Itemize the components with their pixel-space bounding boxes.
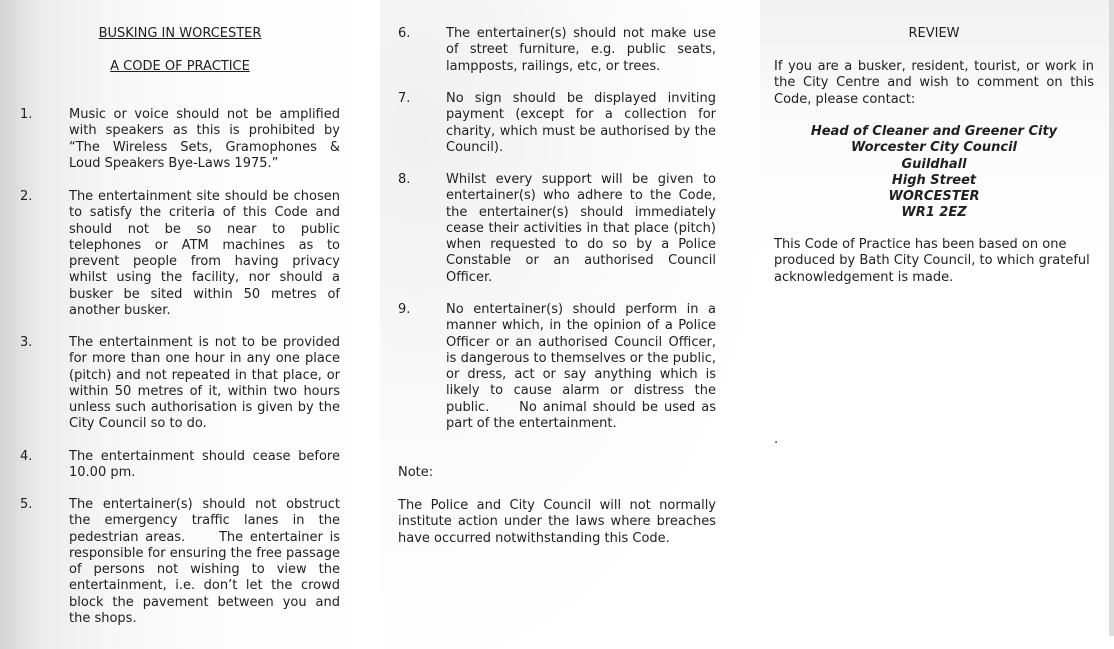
stray-mark: . (774, 432, 779, 447)
rule-text: The entertainer(s) should not make use of street furniture, e.g. public seats, lampposts, railings, etc, or trees. (446, 26, 716, 74)
rule-text: The entertainment site should be chosen to satisfy the criteria of this Code and should not be so near to public telephones or ATM machines as to prevent people from having privacy whilst using the facility, nor should a busker be sited within 50 metres of another busker. (69, 189, 340, 319)
rule-number: 8. (398, 172, 411, 187)
review-intro: If you are a busker, resident, tourist, or work in the City Centre and wish to comment on this Code, please contact: (774, 59, 1094, 107)
rule-text: The entertainment should cease before 10.00 pm. (69, 449, 340, 481)
address-line: Head of Cleaner and Greener City (810, 124, 1058, 139)
note-label: Note: (398, 465, 434, 480)
review-heading: REVIEW (908, 26, 960, 41)
address-line: WORCESTER (888, 189, 980, 205)
rule-text: No sign should be displayed inviting payment (except for a collection for charity, which must be authorised by the Council). (446, 91, 716, 155)
document-title: BUSKING IN WORCESTER (98, 26, 262, 41)
rule-number: 4. (20, 449, 33, 464)
address-line: Worcester City Council (850, 140, 1017, 156)
note-text: The Police and City Council will not normally institute action under the laws where breaches have occurred notwithstanding this Code. (398, 498, 716, 546)
rule-text: Whilst every support will be given to entertainer(s) who adhere to the Code, the entertainer(s) should immediately cease their activities in that place (pitch) when requested to do so by a Police Constable or an authorised Council Officer. (446, 172, 716, 285)
rule-number: 1. (20, 107, 33, 122)
address-line: WR1 2EZ (901, 205, 967, 221)
acknowledgement: This Code of Practice has been based on one produced by Bath City Council, to which grateful acknowledgement is made. (774, 237, 1090, 285)
rule-number: 3. (20, 335, 33, 350)
rule-number: 5. (20, 497, 33, 512)
rule-text: No entertainer(s) should perform in a manner which, in the opinion of a Police Officer or an authorised Council Officer, is dangerous to themselves or the public, or dress, act or say anything which is likely to cause alarm or distress the public. No animal should be used as part of the entertainment. (446, 302, 716, 432)
contact-address (774, 124, 1094, 222)
document-subtitle: A CODE OF PRACTICE (110, 59, 250, 74)
rule-number: 6. (398, 26, 411, 41)
rule-text: The entertainer(s) should not obstruct the emergency traffic lanes in the pedestrian areas. The entertainer is responsible for ensuring the free passage of persons not wishing to view the entertainment, i.e. don’t let the crowd block the pavement between you and the shops. (69, 497, 340, 627)
rule-text: The entertainment is not to be provided for more than one hour in any one place (pitch) and not repeated in that place, or within 50 metres of it, within two hours unless such authorisation is given by the City Council so to do. (69, 335, 340, 432)
address-line: High Street (891, 172, 977, 188)
rule-number: 9. (398, 302, 411, 317)
rule-text: Music or voice should not be amplified with speakers as this is prohibited by “The Wireless Sets, Gramophones & Loud Speakers Bye-Laws 1975.” (69, 107, 340, 171)
page-edge (1109, 0, 1114, 636)
rule-number: 2. (20, 189, 33, 204)
address-line: Guildhall (901, 156, 967, 172)
rule-number: 7. (398, 91, 411, 106)
